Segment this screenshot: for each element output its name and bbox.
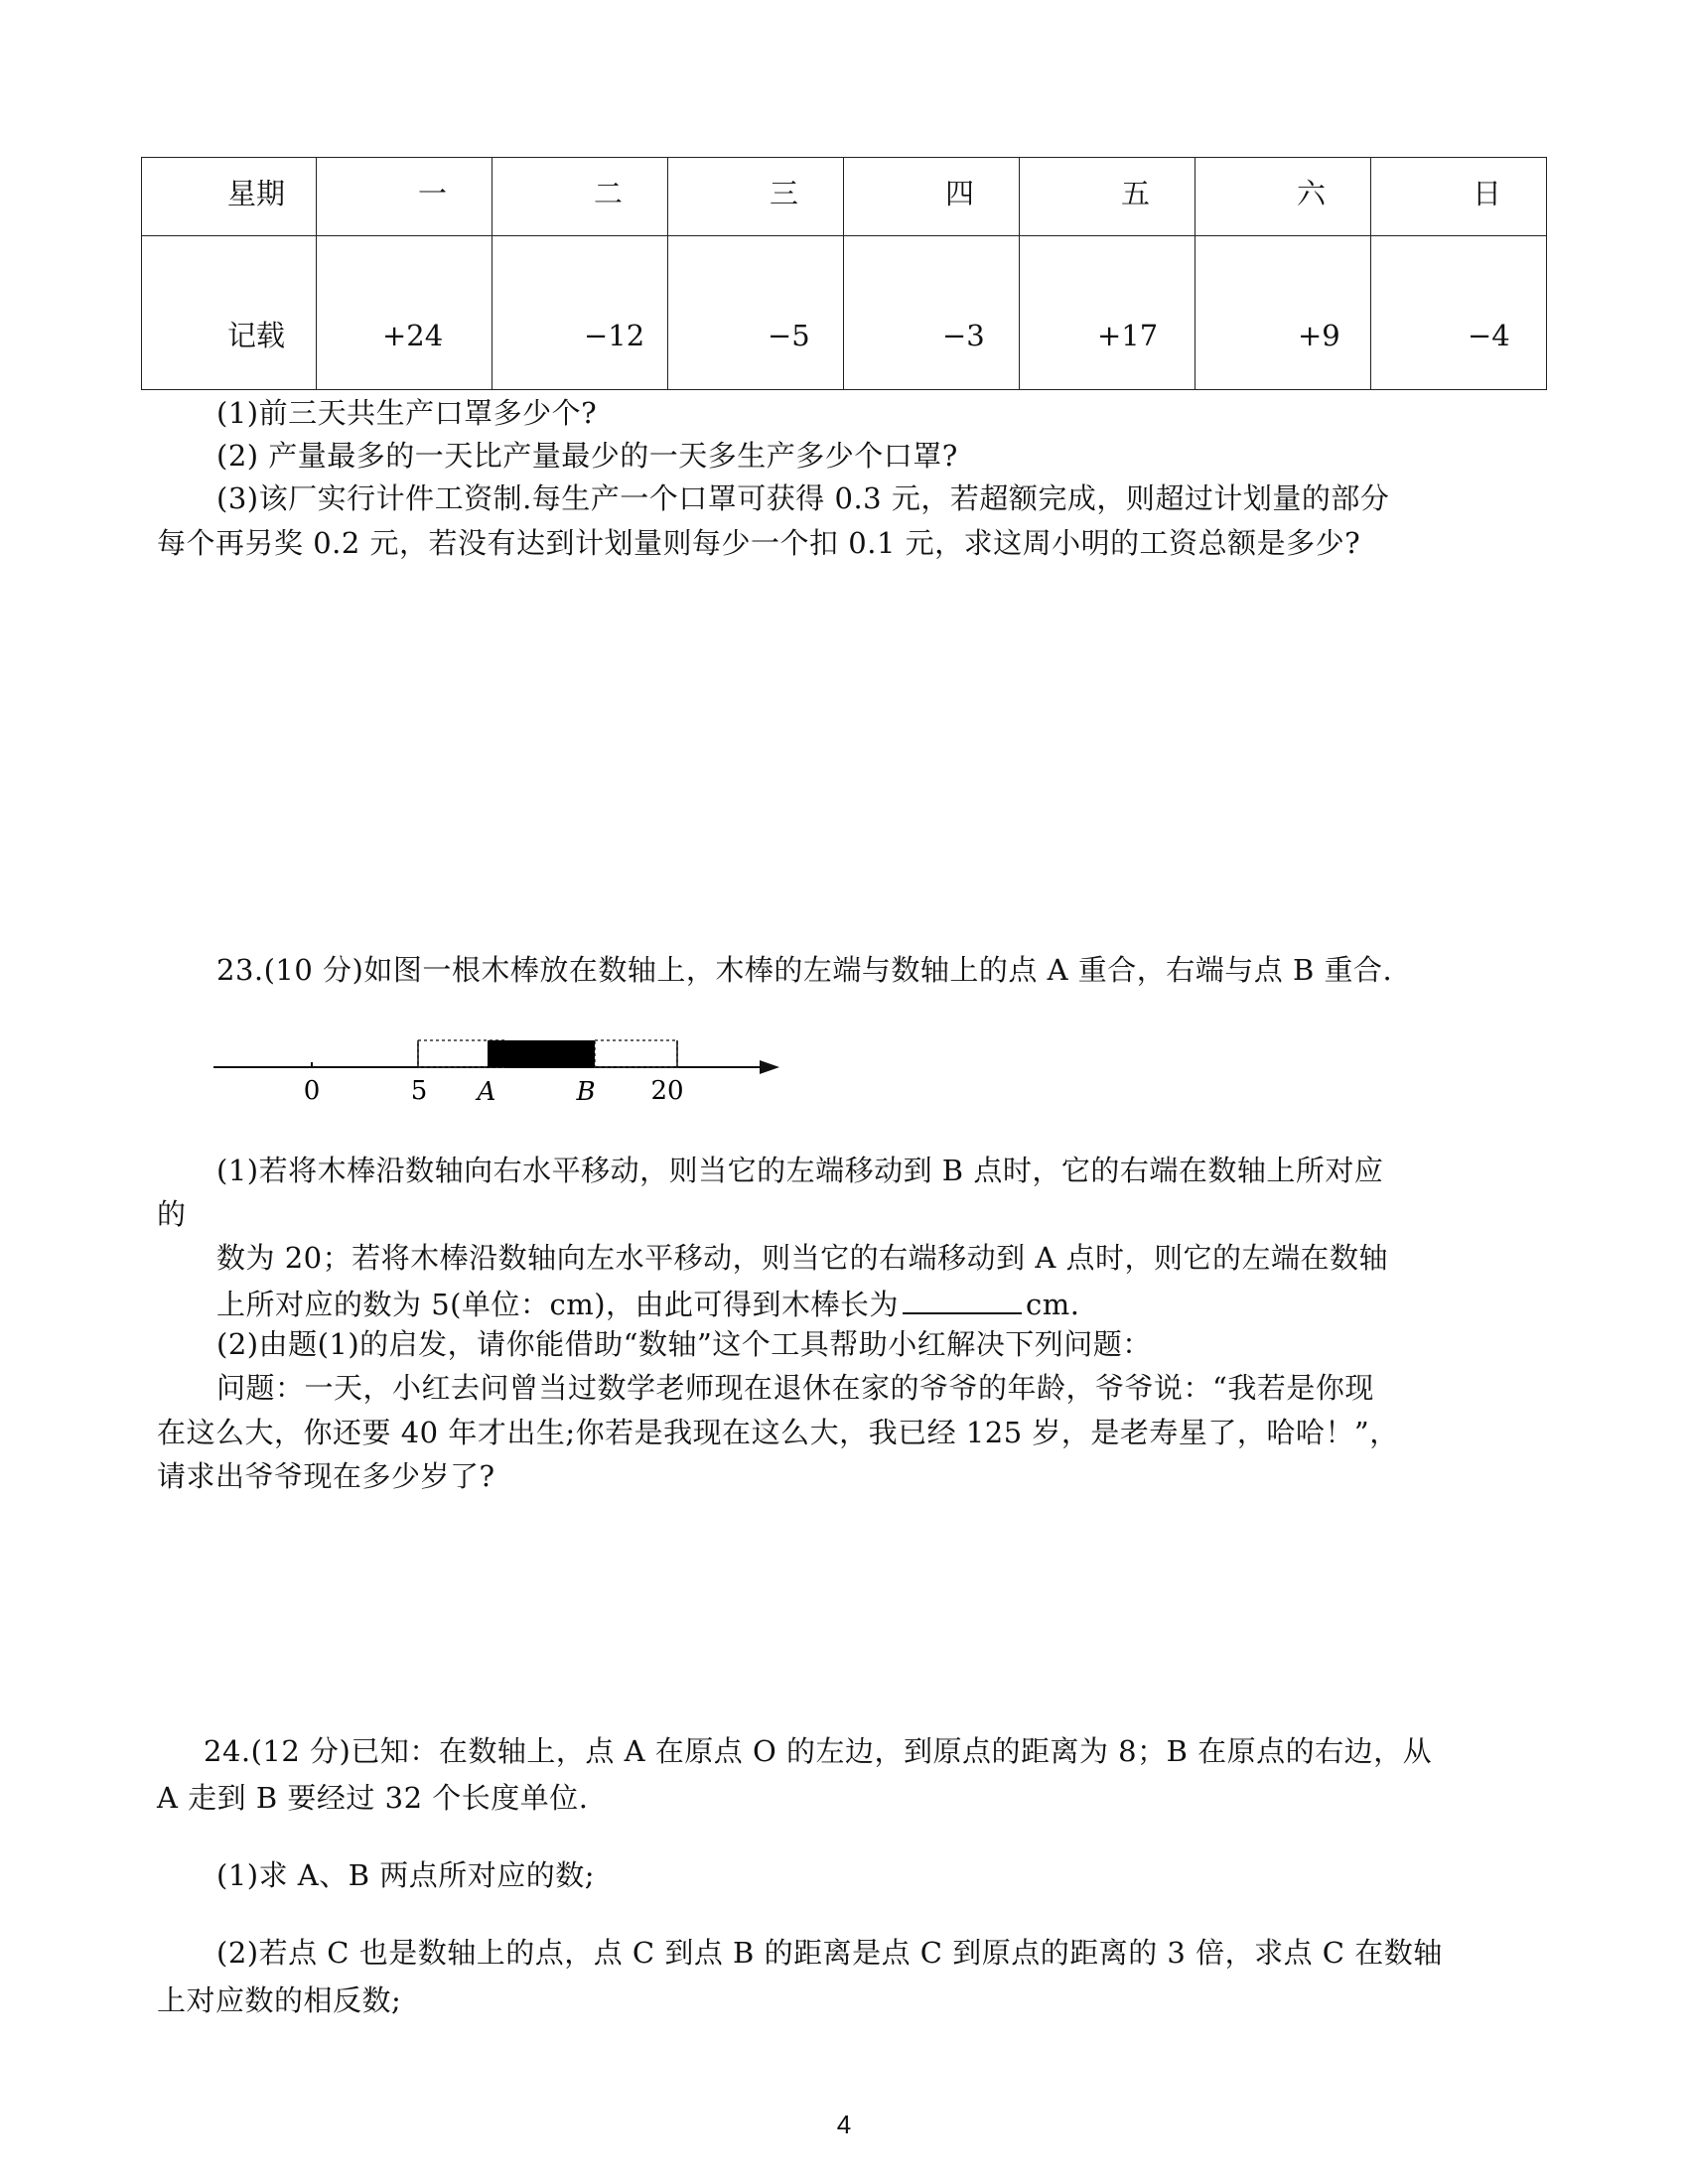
table-cell-record: −5 (768, 319, 810, 352)
q23-problem-line3: 请求出爷爷现在多少岁了? (157, 1459, 495, 1493)
q24-intro-line1: 24.(12 分)已知：在数轴上，点 A 在原点 O 的左边，到原点的距离为 8；B 在原点的右边，从 (204, 1734, 1433, 1768)
table-divider (1370, 158, 1371, 389)
q22-part2: (2) 产量最多的一天比产量最少的一天多生产多少个口罩? (216, 439, 958, 473)
table-cell-record: −4 (1468, 319, 1510, 352)
table-divider (843, 158, 844, 389)
axis-arrow-icon (760, 1060, 779, 1074)
q23-part1-line4-a: 上所对应的数为 5(单位：cm)，由此可得到木棒长为 (216, 1288, 900, 1321)
table-header-weekday: 星期 (227, 177, 286, 210)
rod-ghost-right (595, 1040, 677, 1067)
q22-part3-line1: (3)该厂实行计件工资制.每生产一个口罩可获得 0.3 元，若超额完成，则超过计划量的部分 (216, 481, 1390, 515)
q23-problem-line2: 在这么大，你还要 40 年才出生;你若是我现在这么大，我已经 125 岁，是老寿星了，哈哈！”， (157, 1416, 1399, 1449)
record-table (141, 157, 1547, 390)
table-row-weekday (142, 158, 1546, 236)
table-divider (316, 158, 317, 389)
table-header-record: 记载 (227, 319, 286, 352)
table-cell-day: 四 (945, 177, 975, 210)
table-divider (1019, 158, 1020, 389)
q24-part2-line1: (2)若点 C 也是数轴上的点，点 C 到点 B 的距离是点 C 到原点的距离的 3 倍，求点 C 在数轴 (216, 1936, 1443, 1970)
q24-part1: (1)求 A、B 两点所对应的数; (216, 1858, 596, 1892)
table-cell-day: 二 (594, 177, 624, 210)
table-cell-day: 五 (1121, 177, 1151, 210)
tick-label-0: 0 (303, 1076, 321, 1106)
table-cell-record: +24 (382, 319, 444, 352)
q22-part3-line2: 每个再另奖 0.2 元，若没有达到计划量则每少一个扣 0.1 元，求这周小明的工资总额是多少? (157, 526, 1361, 560)
q23-part1-line4 (216, 1287, 1080, 1319)
table-cell-day: 六 (1297, 177, 1327, 210)
point-label-b: B (576, 1077, 596, 1107)
q23-part1-line4-b: cm. (1026, 1288, 1080, 1321)
point-label-a: A (477, 1077, 496, 1107)
table-divider (1195, 158, 1196, 389)
q24-intro-line2: A 走到 B 要经过 32 个长度单位. (157, 1781, 589, 1815)
wooden-rod (488, 1040, 595, 1067)
q23-part1-line2: 的 (157, 1197, 187, 1231)
table-cell-record: +17 (1097, 319, 1159, 352)
table-cell-day: 一 (418, 177, 448, 210)
tick-label-20: 20 (650, 1076, 684, 1106)
table-cell-day: 三 (770, 177, 799, 210)
table-cell-record: +9 (1298, 319, 1340, 352)
table-cell-record: −12 (584, 319, 645, 352)
answer-blank[interactable] (903, 1287, 1022, 1314)
q23-intro: 23.(10 分)如图一根木棒放在数轴上，木棒的左端与数轴上的点 A 重合，右端与点 B 重合. (216, 953, 1393, 987)
q24-part2-line2: 上对应数的相反数; (157, 1983, 402, 2017)
q23-part1-line3: 数为 20；若将木棒沿数轴向左水平移动，则当它的右端移动到 A 点时，则它的左端在数轴 (216, 1241, 1389, 1275)
table-row-record (142, 236, 1546, 389)
table-cell-day: 日 (1473, 177, 1502, 210)
table-divider (667, 158, 668, 389)
table-cell-record: −3 (942, 319, 985, 352)
q23-part1-line1: (1)若将木棒沿数轴向右水平移动，则当它的左端移动到 B 点时，它的右端在数轴上所对应 (216, 1154, 1384, 1187)
tick-label-5: 5 (410, 1076, 428, 1106)
q23-problem-line1: 问题：一天，小红去问曾当过数学老师现在退休在家的爷爷的年龄，爷爷说：“我若是你现 (216, 1371, 1374, 1405)
page-number: 4 (836, 2110, 852, 2139)
q23-part2: (2)由题(1)的启发，请你能借助“数轴”这个工具帮助小红解决下列问题： (216, 1327, 1152, 1361)
number-line-figure (209, 1027, 794, 1107)
q22-part1: (1)前三天共生产口罩多少个? (216, 396, 598, 430)
